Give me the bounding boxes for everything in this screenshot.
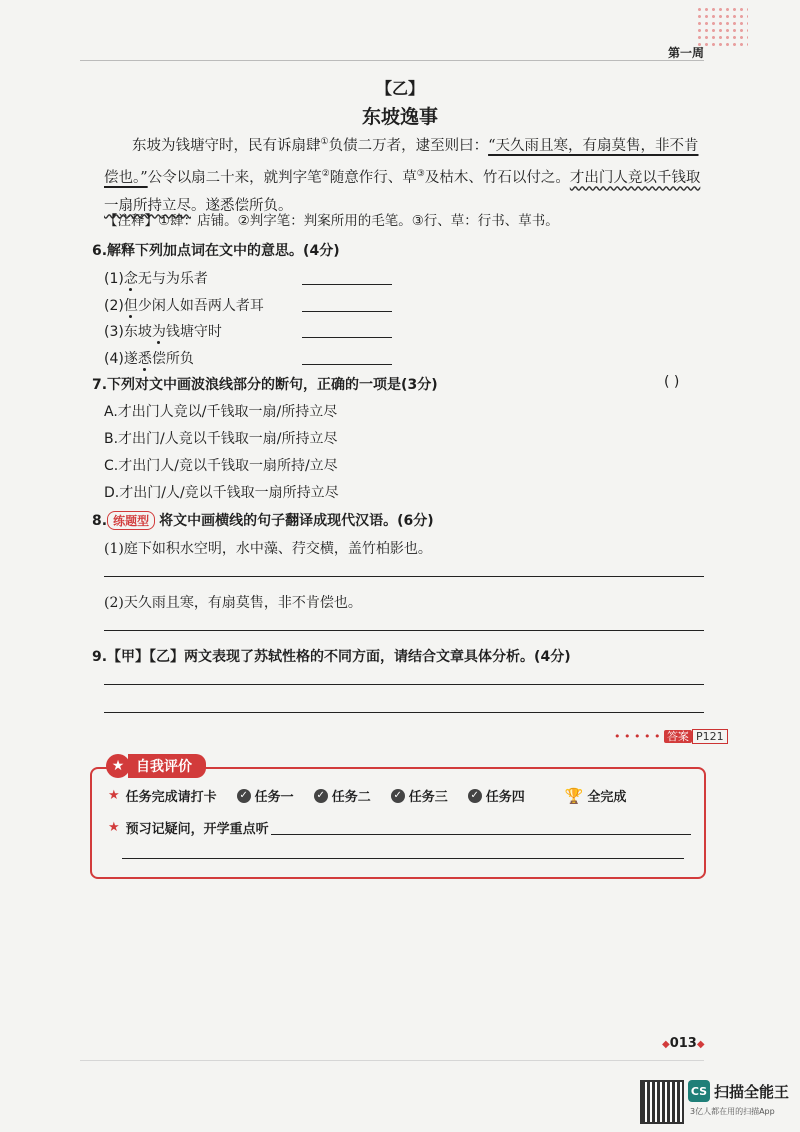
decorative-dots: [696, 6, 748, 46]
page-number: ◆013◆: [662, 1036, 705, 1051]
passage-text: 东坡为钱塘守时，民有诉扇肆①负债二万者，逮至则曰：“天久雨且寒，有扇莫售，非不肯偿也。”公令以扇二十来，就判字笔②随意作行、草③及枯木、竹石以付之。才出门人竞以千钱取一扇所持立尽。遂悉偿所负。: [104, 137, 701, 214]
all-complete-checkbox[interactable]: 🏆 全完成: [564, 786, 627, 805]
q8-sentence-1: (1)庭下如积水空明，水中藻、荇交横，盖竹柏影也。: [104, 541, 432, 557]
q8-answer-line-2[interactable]: [104, 630, 704, 631]
section-tag: 【乙】: [375, 79, 424, 98]
q6-item-2: (2)但少闲人如吾两人者耳: [104, 298, 264, 314]
self-evaluation-header: [106, 754, 206, 778]
task-checkbox-3[interactable]: ✓ 任务三: [391, 786, 448, 805]
q7-option-a[interactable]: A.才出门人竞以/千钱取一扇/所持立尽: [104, 404, 338, 420]
check-circle-icon: ✓: [314, 789, 328, 803]
star-icon: ★: [108, 820, 120, 835]
passage-title: 东坡逸事: [361, 106, 438, 128]
footer-rule: [80, 1060, 704, 1061]
task-checkin-row: ★ 任务完成请打卡 ✓ 任务一 ✓ 任务二 ✓ 任务三 ✓ 任务四 🏆 全完成: [108, 786, 627, 805]
trophy-icon: 🏆: [564, 786, 584, 805]
scanner-app-name: 扫描全能王: [714, 1083, 790, 1101]
q8-answer-line-1[interactable]: [104, 576, 704, 577]
scanner-app-tagline: 3亿人都在用的扫描App: [690, 1107, 775, 1116]
star-icon: ★: [108, 788, 120, 803]
q7-answer-paren[interactable]: ( ): [664, 374, 680, 390]
wavy-underline-sentence: 才出门人竞以千钱取一扇所持立尽: [104, 169, 701, 214]
week-label: 第一周: [667, 46, 704, 60]
q7-option-c[interactable]: C.才出门人/竞以千钱取一扇所持/立尽: [104, 458, 338, 474]
star-badge-icon: ★: [106, 754, 130, 778]
task-checkbox-4[interactable]: ✓ 任务四: [468, 786, 525, 805]
q6-answer-blank-3[interactable]: [302, 337, 392, 338]
answer-page-reference: • • • • • 答案 P121: [614, 728, 728, 744]
q6-answer-blank-2[interactable]: [302, 311, 392, 312]
header-rule: [80, 60, 704, 61]
preview-questions-line-2[interactable]: [122, 858, 684, 859]
q6-item-4: (4)遂悉偿所负: [104, 351, 194, 367]
question-9: 9.【甲】【乙】两文表现了苏轼性格的不同方面，请结合文章具体分析。(4分): [92, 649, 571, 665]
question-6: 6.解释下列加点词在文中的意思。(4分): [92, 243, 340, 259]
q8-sentence-2: (2)天久雨且寒，有扇莫售，非不肯偿也。: [104, 595, 362, 611]
check-circle-icon: ✓: [391, 789, 405, 803]
self-evaluation-title: 自我评价: [128, 754, 206, 778]
q7-option-d[interactable]: D.才出门/人/竞以千钱取一扇所持立尽: [104, 485, 339, 501]
preview-questions-row: ★ 预习记疑问，开学重点听: [108, 818, 691, 837]
question-type-tag: 练题型: [107, 511, 155, 530]
question-7: 7.下列对文中画波浪线部分的断句，正确的一项是(3分): [92, 377, 438, 393]
check-circle-icon: ✓: [468, 789, 482, 803]
q9-answer-line-1[interactable]: [104, 684, 704, 685]
camscanner-logo-icon: CS: [688, 1080, 710, 1102]
q7-option-b[interactable]: B.才出门/人竞以千钱取一扇/所持立尽: [104, 431, 338, 447]
q6-answer-blank-4[interactable]: [302, 364, 392, 365]
q6-item-1: (1)念无与为乐者: [104, 271, 208, 287]
task-checkbox-1[interactable]: ✓ 任务一: [237, 786, 294, 805]
task-checkbox-2[interactable]: ✓ 任务二: [314, 786, 371, 805]
q6-answer-blank-1[interactable]: [302, 284, 392, 285]
annotation-note: 【注释】①肆：店铺。②判字笔：判案所用的毛笔。③行、草：行书、草书。: [104, 213, 559, 229]
check-circle-icon: ✓: [237, 789, 251, 803]
q9-answer-line-2[interactable]: [104, 712, 704, 713]
preview-questions-line[interactable]: [271, 820, 691, 835]
q6-item-3: (3)东坡为钱塘守时: [104, 324, 222, 340]
translation-underline-sentence: “天久雨且寒，有扇莫售，非不肯偿也。”: [104, 137, 699, 186]
question-8: 8. 练题型 将文中画横线的句子翻译成现代汉语。(6分): [92, 513, 434, 529]
qr-code-icon: [640, 1080, 684, 1124]
